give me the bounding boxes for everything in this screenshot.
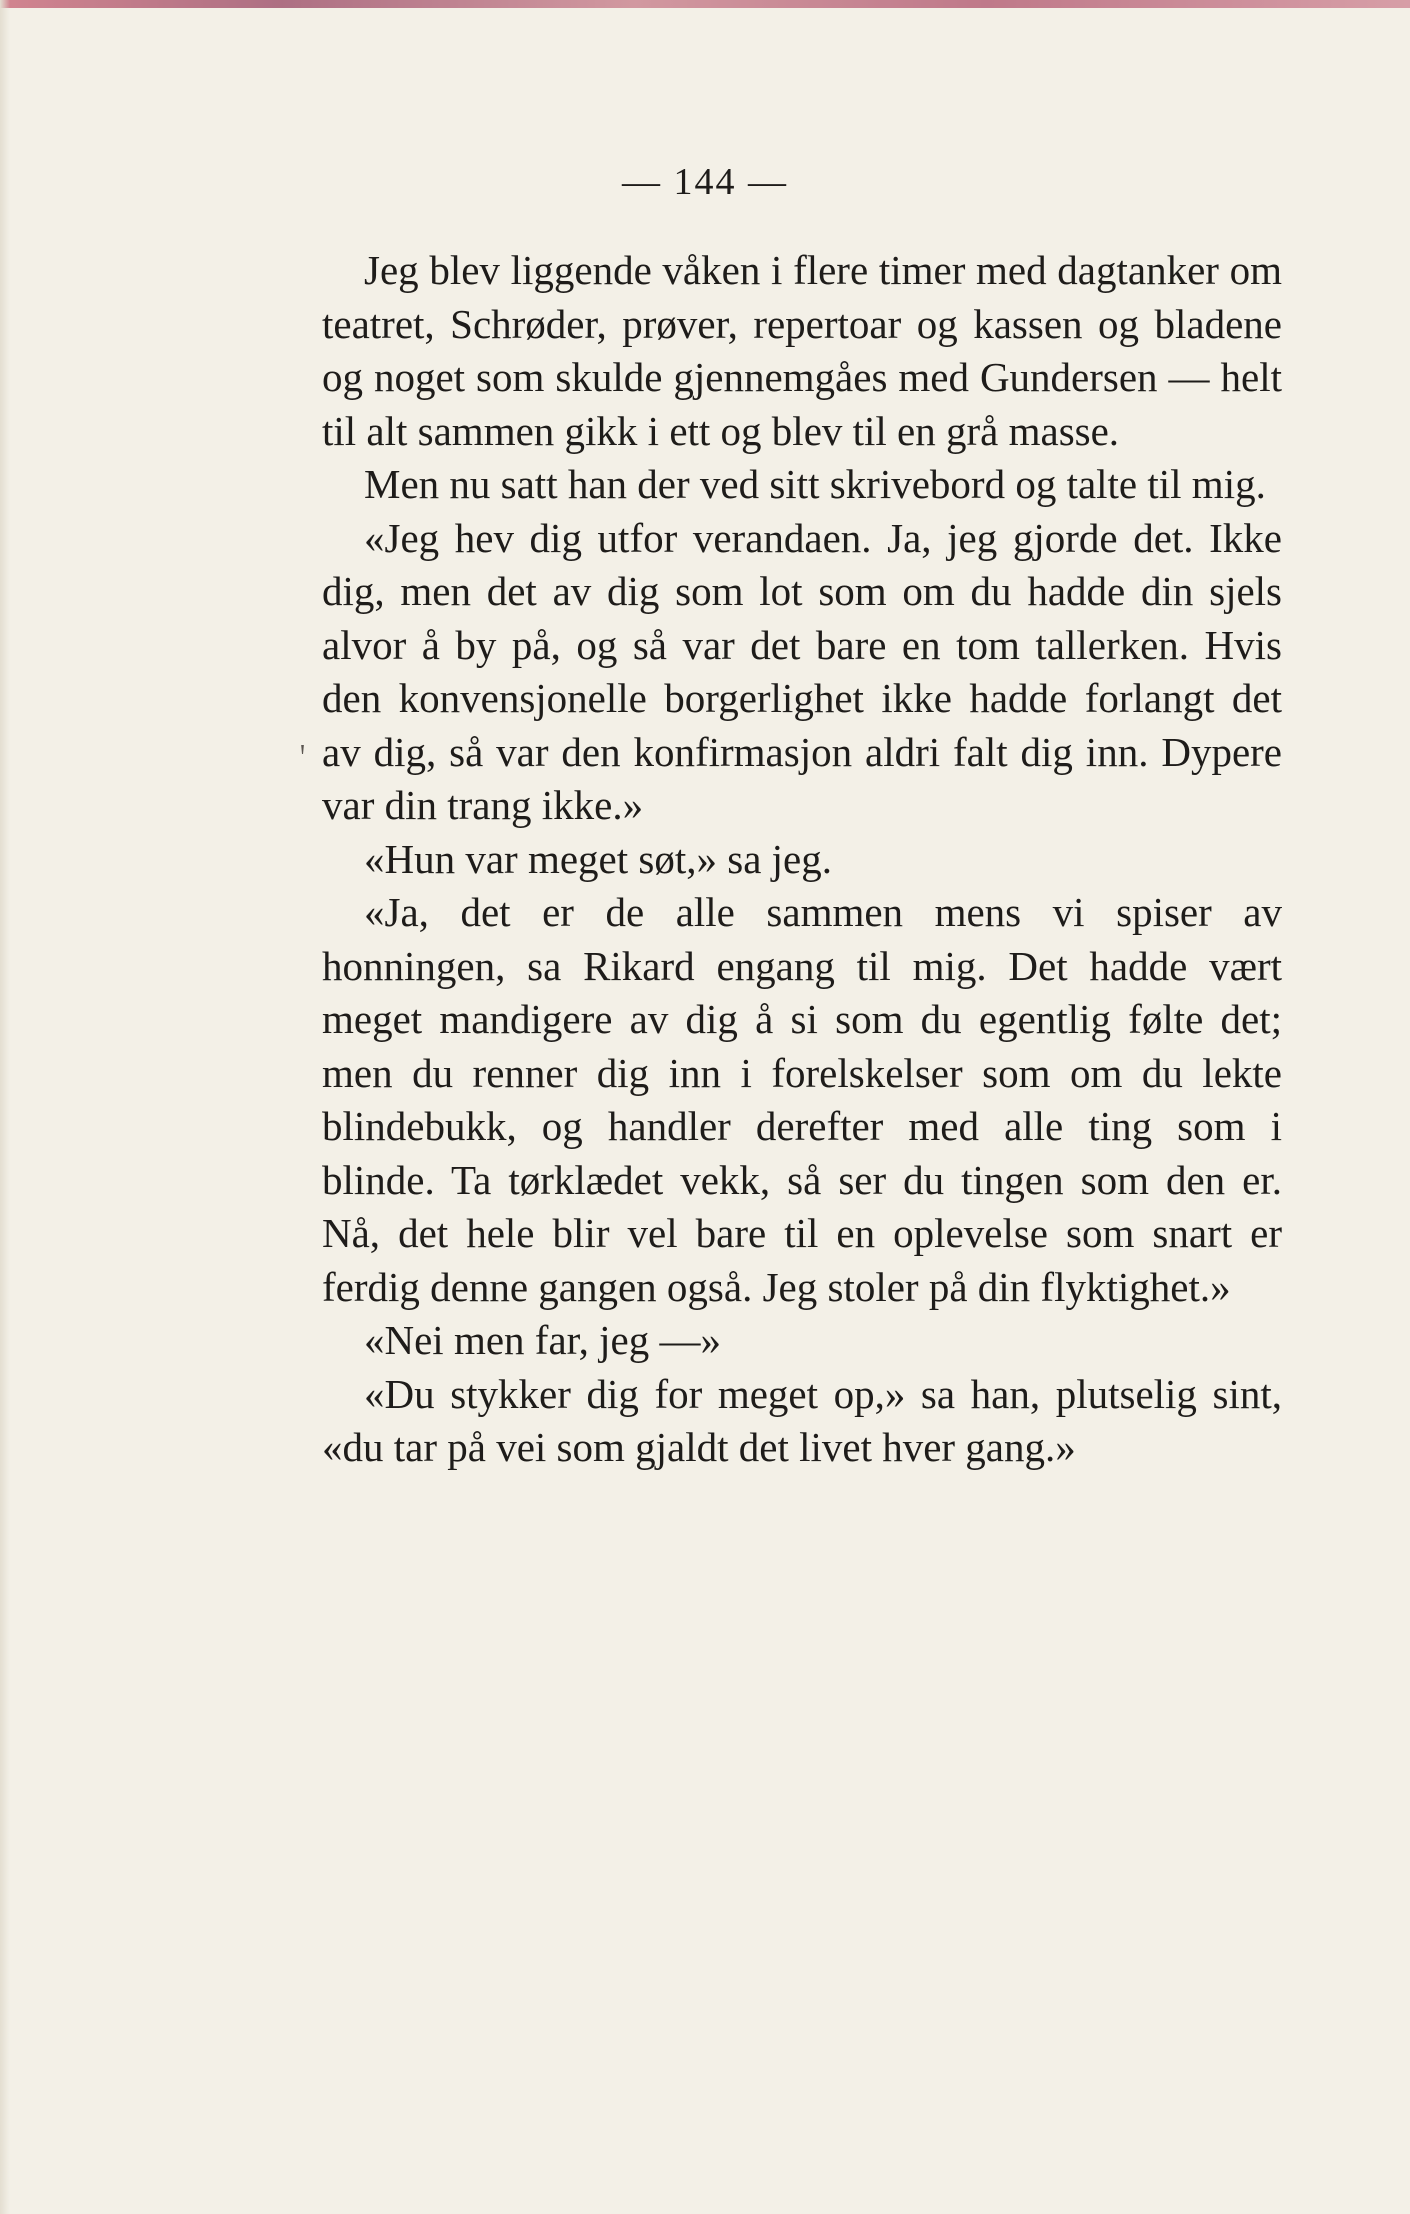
paragraph: «Jeg hev dig utfor verandaen. Ja, jeg gjorde det. Ikke dig, men det av dig som lot som om du hadde din sjels alvor å by på, og så var det bare en tom tallerken. Hvis den konvensjonelle borgerlighet ikke hadde forlangt det av dig, så var den konfirmasjon aldri falt dig inn. Dypere var din trang ikke.»	[322, 514, 1282, 828]
paragraph: Jeg blev liggende våken i flere timer med dagtanker om teatret, Schrøder, prøver, repertoar og kassen og bladene og noget som skulde gjennemgåes med Gundersen — helt til alt sammen gikk i ett og blev til en grå masse.	[322, 247, 1282, 454]
paragraph: «Du stykker dig for meget op,» sa han, plutselig sint, «du tar på vei som gjaldt det livet hver gang.»	[322, 1370, 1282, 1470]
paragraph: «Ja, det er de alle sammen mens vi spiser av honningen, sa Rikard engang til mig. Det hadde vært meget mandigere av dig å si som du egentlig følte det; men du renner dig inn i forelskelser som om du lekte blindebukk, og handler derefter med alle ting som i blinde. Ta tørklædet vekk, så ser du tingen som den er. Nå, det hele blir vel bare til en oplevelse som snart er ferdig denne gangen også. Jeg stoler på din flyktighet.»	[322, 889, 1282, 1310]
page-left-edge	[0, 0, 10, 2214]
paragraph: Men nu satt han der ved sitt skrivebord og talte til mig.	[364, 461, 1266, 507]
page-number: — 144 —	[622, 161, 788, 203]
page-top-edge	[0, 0, 1410, 8]
paragraph: «Hun var meget søt,» sa jeg.	[364, 835, 832, 882]
paragraph: «Nei men far, jeg —»	[364, 1317, 721, 1363]
margin-mark: ꞌ	[300, 740, 306, 771]
body-text	[322, 244, 1282, 1475]
